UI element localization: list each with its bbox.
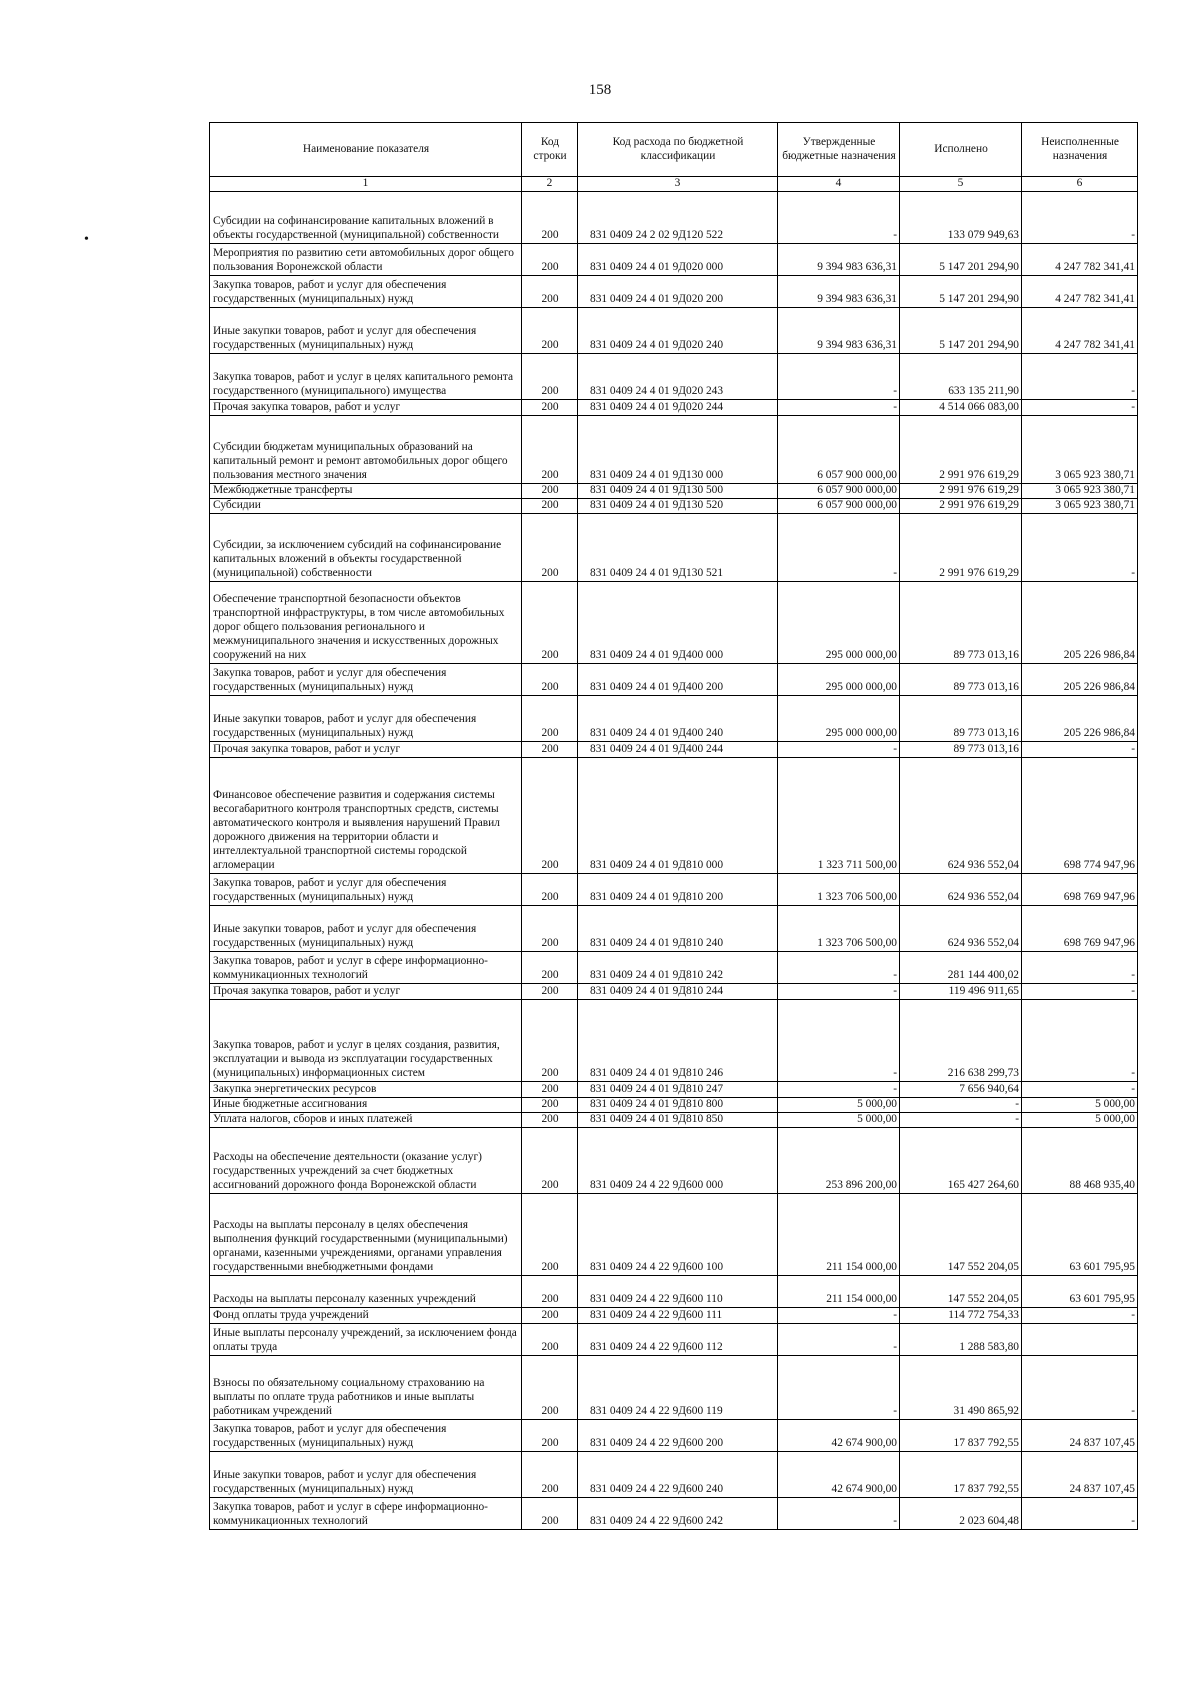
row-class-code: 831 0409 24 4 22 9Д600 112 — [578, 1323, 778, 1355]
row-class-code: 831 0409 24 4 01 9Д400 240 — [578, 695, 778, 741]
row-unexecuted: 3 065 923 380,71 — [1022, 416, 1138, 484]
row-name: Иные закупки товаров, работ и услуг для обеспечения государственных (муниципальных) нужд — [210, 695, 522, 741]
row-line-code: 200 — [522, 498, 578, 513]
table-row — [210, 1193, 1138, 1275]
table-row — [210, 695, 1138, 741]
row-class-code: 831 0409 24 4 01 9Д810 850 — [578, 1112, 778, 1127]
row-line-code: 200 — [522, 1323, 578, 1355]
row-executed: 624 936 552,04 — [900, 873, 1022, 905]
row-name: Закупка энергетических ресурсов — [210, 1081, 522, 1097]
row-name: Субсидии — [210, 498, 522, 513]
row-unexecuted: 5 000,00 — [1022, 1097, 1138, 1112]
row-approved: - — [778, 741, 900, 757]
row-executed: 165 427 264,60 — [900, 1127, 1022, 1193]
row-executed: 1 288 583,80 — [900, 1323, 1022, 1355]
row-class-code: 831 0409 24 4 01 9Д020 240 — [578, 308, 778, 354]
row-executed: 89 773 013,16 — [900, 663, 1022, 695]
row-line-code: 200 — [522, 905, 578, 951]
row-approved: 42 674 900,00 — [778, 1419, 900, 1451]
row-executed: 147 552 204,05 — [900, 1193, 1022, 1275]
column-number: 2 — [522, 177, 578, 192]
table-row — [210, 498, 1138, 513]
row-class-code: 831 0409 24 4 01 9Д400 000 — [578, 581, 778, 663]
row-executed: 114 772 754,33 — [900, 1307, 1022, 1323]
row-name: Иные закупки товаров, работ и услуг для обеспечения государственных (муниципальных) нужд — [210, 1451, 522, 1497]
table-row — [210, 999, 1138, 1081]
row-unexecuted: - — [1022, 951, 1138, 983]
row-name: Расходы на обеспечение деятельности (оказание услуг) государственных учреждений за счет бюджетных ассигнований дорожного фонда Воронежской области — [210, 1127, 522, 1193]
row-class-code: 831 0409 24 4 22 9Д600 242 — [578, 1497, 778, 1529]
row-unexecuted: 3 065 923 380,71 — [1022, 498, 1138, 513]
row-name: Прочая закупка товаров, работ и услуг — [210, 983, 522, 999]
row-executed: 2 991 976 619,29 — [900, 513, 1022, 581]
row-unexecuted: 24 837 107,45 — [1022, 1419, 1138, 1451]
row-class-code: 831 0409 24 4 01 9Д810 242 — [578, 951, 778, 983]
row-executed: 624 936 552,04 — [900, 757, 1022, 873]
row-approved: - — [778, 999, 900, 1081]
row-class-code: 831 0409 24 4 22 9Д600 119 — [578, 1355, 778, 1419]
header-line-code: Код строки — [522, 123, 578, 177]
row-name: Взносы по обязательному социальному страхованию на выплаты по оплате труда работников и иные выплаты работникам учреждений — [210, 1355, 522, 1419]
row-class-code: 831 0409 24 4 01 9Д130 000 — [578, 416, 778, 484]
row-line-code: 200 — [522, 1307, 578, 1323]
table-row — [210, 1097, 1138, 1112]
row-unexecuted: - — [1022, 1355, 1138, 1419]
table-row — [210, 757, 1138, 873]
row-class-code: 831 0409 24 4 01 9Д020 244 — [578, 400, 778, 416]
table-row — [210, 484, 1138, 499]
column-number: 6 — [1022, 177, 1138, 192]
row-line-code: 200 — [522, 1097, 578, 1112]
row-unexecuted: 205 226 986,84 — [1022, 695, 1138, 741]
row-name: Иные закупки товаров, работ и услуг для обеспечения государственных (муниципальных) нужд — [210, 308, 522, 354]
table-row — [210, 741, 1138, 757]
table-row — [210, 1112, 1138, 1127]
row-class-code: 831 0409 24 4 01 9Д020 243 — [578, 354, 778, 400]
row-line-code: 200 — [522, 1112, 578, 1127]
row-executed: 119 496 911,65 — [900, 983, 1022, 999]
row-executed: 2 991 976 619,29 — [900, 498, 1022, 513]
row-class-code: 831 0409 24 4 22 9Д600 200 — [578, 1419, 778, 1451]
table-row — [210, 1355, 1138, 1419]
row-class-code: 831 0409 24 4 01 9Д810 200 — [578, 873, 778, 905]
table-row — [210, 1081, 1138, 1097]
row-line-code: 200 — [522, 276, 578, 308]
row-executed: 2 991 976 619,29 — [900, 484, 1022, 499]
row-unexecuted: - — [1022, 999, 1138, 1081]
row-name: Мероприятия по развитию сети автомобильных дорог общего пользования Воронежской области — [210, 244, 522, 276]
table-row — [210, 1307, 1138, 1323]
row-approved: 5 000,00 — [778, 1112, 900, 1127]
row-unexecuted: 4 247 782 341,41 — [1022, 276, 1138, 308]
header-row — [210, 123, 1138, 177]
row-approved: 1 323 711 500,00 — [778, 757, 900, 873]
row-line-code: 200 — [522, 1193, 578, 1275]
row-class-code: 831 0409 24 4 22 9Д600 110 — [578, 1275, 778, 1307]
row-unexecuted: 24 837 107,45 — [1022, 1451, 1138, 1497]
row-name: Закупка товаров, работ и услуг для обеспечения государственных (муниципальных) нужд — [210, 1419, 522, 1451]
row-class-code: 831 0409 24 4 01 9Д020 200 — [578, 276, 778, 308]
table-row — [210, 192, 1138, 244]
page-number: 158 — [588, 82, 612, 98]
row-unexecuted: - — [1022, 513, 1138, 581]
row-line-code: 200 — [522, 1451, 578, 1497]
row-executed: 133 079 949,63 — [900, 192, 1022, 244]
budget-execution-table — [209, 122, 1138, 1530]
row-line-code: 200 — [522, 400, 578, 416]
row-name: Закупка товаров, работ и услуг в целях капитального ремонта государственного (муниципального) имущества — [210, 354, 522, 400]
row-class-code: 831 0409 24 4 01 9Д400 244 — [578, 741, 778, 757]
row-class-code: 831 0409 24 4 01 9Д810 244 — [578, 983, 778, 999]
row-executed: - — [900, 1112, 1022, 1127]
row-unexecuted: - — [1022, 1497, 1138, 1529]
row-executed: 17 837 792,55 — [900, 1451, 1022, 1497]
row-unexecuted: 88 468 935,40 — [1022, 1127, 1138, 1193]
row-name: Обеспечение транспортной безопасности объектов транспортной инфраструктуры, в том числе автомобильных дорог общего пользования регионального и межмуниципального значения и искусственных дорожных сооружений на них — [210, 581, 522, 663]
row-approved: - — [778, 951, 900, 983]
column-number: 4 — [778, 177, 900, 192]
row-line-code: 200 — [522, 484, 578, 499]
column-number: 5 — [900, 177, 1022, 192]
row-line-code: 200 — [522, 513, 578, 581]
row-class-code: 831 0409 24 4 01 9Д130 520 — [578, 498, 778, 513]
row-executed: 5 147 201 294,90 — [900, 308, 1022, 354]
row-name: Субсидии бюджетам муниципальных образований на капитальный ремонт и ремонт автомобильных дорог общего пользования местного значения — [210, 416, 522, 484]
row-name: Прочая закупка товаров, работ и услуг — [210, 400, 522, 416]
row-unexecuted — [1022, 1323, 1138, 1355]
row-executed: 281 144 400,02 — [900, 951, 1022, 983]
row-approved: 295 000 000,00 — [778, 695, 900, 741]
row-approved: 9 394 983 636,31 — [778, 308, 900, 354]
table-row — [210, 1323, 1138, 1355]
row-name: Иные выплаты персоналу учреждений, за исключением фонда оплаты труда — [210, 1323, 522, 1355]
row-approved: 211 154 000,00 — [778, 1275, 900, 1307]
row-line-code: 200 — [522, 1355, 578, 1419]
row-unexecuted: - — [1022, 741, 1138, 757]
table-row — [210, 905, 1138, 951]
row-name: Уплата налогов, сборов и иных платежей — [210, 1112, 522, 1127]
row-line-code: 200 — [522, 244, 578, 276]
row-unexecuted: 698 769 947,96 — [1022, 905, 1138, 951]
row-class-code: 831 0409 24 2 02 9Д120 522 — [578, 192, 778, 244]
row-unexecuted: 63 601 795,95 — [1022, 1193, 1138, 1275]
row-name: Иные бюджетные ассигнования — [210, 1097, 522, 1112]
row-unexecuted: 205 226 986,84 — [1022, 663, 1138, 695]
row-name: Расходы на выплаты персоналу казенных учреждений — [210, 1275, 522, 1307]
table-row — [210, 951, 1138, 983]
row-name: Субсидии на софинансирование капитальных вложений в объекты государственной (муниципальной) собственности — [210, 192, 522, 244]
row-executed: 31 490 865,92 — [900, 1355, 1022, 1419]
row-class-code: 831 0409 24 4 22 9Д600 100 — [578, 1193, 778, 1275]
row-approved: - — [778, 1355, 900, 1419]
table-row — [210, 1127, 1138, 1193]
row-approved: 1 323 706 500,00 — [778, 873, 900, 905]
table-row — [210, 983, 1138, 999]
row-executed: 147 552 204,05 — [900, 1275, 1022, 1307]
row-class-code: 831 0409 24 4 01 9Д130 521 — [578, 513, 778, 581]
table-row — [210, 581, 1138, 663]
row-unexecuted: - — [1022, 1081, 1138, 1097]
row-unexecuted: - — [1022, 400, 1138, 416]
table-row — [210, 308, 1138, 354]
row-unexecuted: 4 247 782 341,41 — [1022, 308, 1138, 354]
table-row — [210, 416, 1138, 484]
row-line-code: 200 — [522, 663, 578, 695]
row-class-code: 831 0409 24 4 22 9Д600 240 — [578, 1451, 778, 1497]
row-line-code: 200 — [522, 192, 578, 244]
stray-mark: • — [84, 232, 89, 247]
row-line-code: 200 — [522, 741, 578, 757]
row-line-code: 200 — [522, 695, 578, 741]
row-approved: 42 674 900,00 — [778, 1451, 900, 1497]
row-name: Закупка товаров, работ и услуг в целях создания, развития, эксплуатации и вывода из эксплуатации государственных (муниципальных) информационных систем — [210, 999, 522, 1081]
row-unexecuted: 4 247 782 341,41 — [1022, 244, 1138, 276]
table-row — [210, 1275, 1138, 1307]
table-row — [210, 513, 1138, 581]
row-name: Закупка товаров, работ и услуг для обеспечения государственных (муниципальных) нужд — [210, 873, 522, 905]
row-name: Финансовое обеспечение развития и содержания системы весогабаритного контроля транспортных средств, системы автоматического контроля и выявления нарушений Правил дорожного движения на территории области и интеллектуальной транспортной системы городской агломерации — [210, 757, 522, 873]
row-approved: 9 394 983 636,31 — [778, 244, 900, 276]
table-row — [210, 873, 1138, 905]
row-approved: - — [778, 1081, 900, 1097]
row-executed: 7 656 940,64 — [900, 1081, 1022, 1097]
column-number: 3 — [578, 177, 778, 192]
row-unexecuted: - — [1022, 192, 1138, 244]
row-executed: 5 147 201 294,90 — [900, 276, 1022, 308]
row-unexecuted: 5 000,00 — [1022, 1112, 1138, 1127]
row-name: Межбюджетные трансферты — [210, 484, 522, 499]
row-approved: - — [778, 513, 900, 581]
row-approved: - — [778, 1323, 900, 1355]
row-executed: 624 936 552,04 — [900, 905, 1022, 951]
table-row — [210, 244, 1138, 276]
row-approved: 6 057 900 000,00 — [778, 484, 900, 499]
table-row — [210, 276, 1138, 308]
row-approved: 295 000 000,00 — [778, 581, 900, 663]
row-name: Субсидии, за исключением субсидий на софинансирование капитальных вложений в объекты государственной (муниципальной) собственности — [210, 513, 522, 581]
row-executed: - — [900, 1097, 1022, 1112]
row-unexecuted: - — [1022, 983, 1138, 999]
row-name: Иные закупки товаров, работ и услуг для обеспечения государственных (муниципальных) нужд — [210, 905, 522, 951]
table-row — [210, 1497, 1138, 1529]
row-approved: 5 000,00 — [778, 1097, 900, 1112]
row-name: Прочая закупка товаров, работ и услуг — [210, 741, 522, 757]
row-executed: 5 147 201 294,90 — [900, 244, 1022, 276]
row-line-code: 200 — [522, 999, 578, 1081]
row-name: Закупка товаров, работ и услуг для обеспечения государственных (муниципальных) нужд — [210, 276, 522, 308]
row-approved: - — [778, 1497, 900, 1529]
row-executed: 4 514 066 083,00 — [900, 400, 1022, 416]
row-executed: 633 135 211,90 — [900, 354, 1022, 400]
row-approved: 211 154 000,00 — [778, 1193, 900, 1275]
row-approved: 6 057 900 000,00 — [778, 498, 900, 513]
row-executed: 89 773 013,16 — [900, 581, 1022, 663]
row-approved: - — [778, 400, 900, 416]
header-class-code: Код расхода по бюджетной классификации — [578, 123, 778, 177]
table-row — [210, 663, 1138, 695]
table-row — [210, 400, 1138, 416]
row-class-code: 831 0409 24 4 01 9Д810 800 — [578, 1097, 778, 1112]
row-approved: - — [778, 354, 900, 400]
row-line-code: 200 — [522, 416, 578, 484]
row-executed: 89 773 013,16 — [900, 741, 1022, 757]
header-executed: Исполнено — [900, 123, 1022, 177]
row-line-code: 200 — [522, 873, 578, 905]
row-approved: - — [778, 192, 900, 244]
row-class-code: 831 0409 24 4 01 9Д020 000 — [578, 244, 778, 276]
row-unexecuted: 3 065 923 380,71 — [1022, 484, 1138, 499]
row-name: Закупка товаров, работ и услуг в сфере информационно-коммуникационных технологий — [210, 951, 522, 983]
row-approved: 1 323 706 500,00 — [778, 905, 900, 951]
row-class-code: 831 0409 24 4 22 9Д600 111 — [578, 1307, 778, 1323]
row-name: Закупка товаров, работ и услуг в сфере информационно-коммуникационных технологий — [210, 1497, 522, 1529]
row-approved: 253 896 200,00 — [778, 1127, 900, 1193]
row-approved: 6 057 900 000,00 — [778, 416, 900, 484]
row-class-code: 831 0409 24 4 22 9Д600 000 — [578, 1127, 778, 1193]
row-line-code: 200 — [522, 1419, 578, 1451]
row-unexecuted: 698 774 947,96 — [1022, 757, 1138, 873]
row-approved: - — [778, 983, 900, 999]
row-unexecuted: 698 769 947,96 — [1022, 873, 1138, 905]
row-name: Расходы на выплаты персоналу в целях обеспечения выполнения функций государственными (муниципальными) органами, казенными учреждениями, органами управления государственными внебюджетными фондами — [210, 1193, 522, 1275]
row-line-code: 200 — [522, 308, 578, 354]
row-name: Фонд оплаты труда учреждений — [210, 1307, 522, 1323]
row-unexecuted: - — [1022, 354, 1138, 400]
table-row — [210, 1419, 1138, 1451]
row-line-code: 200 — [522, 1275, 578, 1307]
table-row — [210, 354, 1138, 400]
row-line-code: 200 — [522, 1127, 578, 1193]
row-executed: 2 991 976 619,29 — [900, 416, 1022, 484]
column-number: 1 — [210, 177, 522, 192]
header-unexecuted: Неисполненные назначения — [1022, 123, 1138, 177]
table-row — [210, 1451, 1138, 1497]
row-class-code: 831 0409 24 4 01 9Д810 246 — [578, 999, 778, 1081]
row-unexecuted: - — [1022, 1307, 1138, 1323]
row-executed: 216 638 299,73 — [900, 999, 1022, 1081]
header-name: Наименование показателя — [210, 123, 522, 177]
row-line-code: 200 — [522, 951, 578, 983]
row-line-code: 200 — [522, 581, 578, 663]
row-executed: 2 023 604,48 — [900, 1497, 1022, 1529]
row-unexecuted: 205 226 986,84 — [1022, 581, 1138, 663]
row-approved: 295 000 000,00 — [778, 663, 900, 695]
row-line-code: 200 — [522, 757, 578, 873]
row-approved: 9 394 983 636,31 — [778, 276, 900, 308]
row-unexecuted: 63 601 795,95 — [1022, 1275, 1138, 1307]
row-class-code: 831 0409 24 4 01 9Д810 240 — [578, 905, 778, 951]
row-class-code: 831 0409 24 4 01 9Д400 200 — [578, 663, 778, 695]
row-approved: - — [778, 1307, 900, 1323]
row-line-code: 200 — [522, 354, 578, 400]
row-line-code: 200 — [522, 1081, 578, 1097]
row-executed: 17 837 792,55 — [900, 1419, 1022, 1451]
row-class-code: 831 0409 24 4 01 9Д130 500 — [578, 484, 778, 499]
row-class-code: 831 0409 24 4 01 9Д810 247 — [578, 1081, 778, 1097]
row-executed: 89 773 013,16 — [900, 695, 1022, 741]
row-line-code: 200 — [522, 983, 578, 999]
row-name: Закупка товаров, работ и услуг для обеспечения государственных (муниципальных) нужд — [210, 663, 522, 695]
row-class-code: 831 0409 24 4 01 9Д810 000 — [578, 757, 778, 873]
row-line-code: 200 — [522, 1497, 578, 1529]
header-approved: Утвержденные бюджетные назначения — [778, 123, 900, 177]
column-number-row — [210, 177, 1138, 192]
